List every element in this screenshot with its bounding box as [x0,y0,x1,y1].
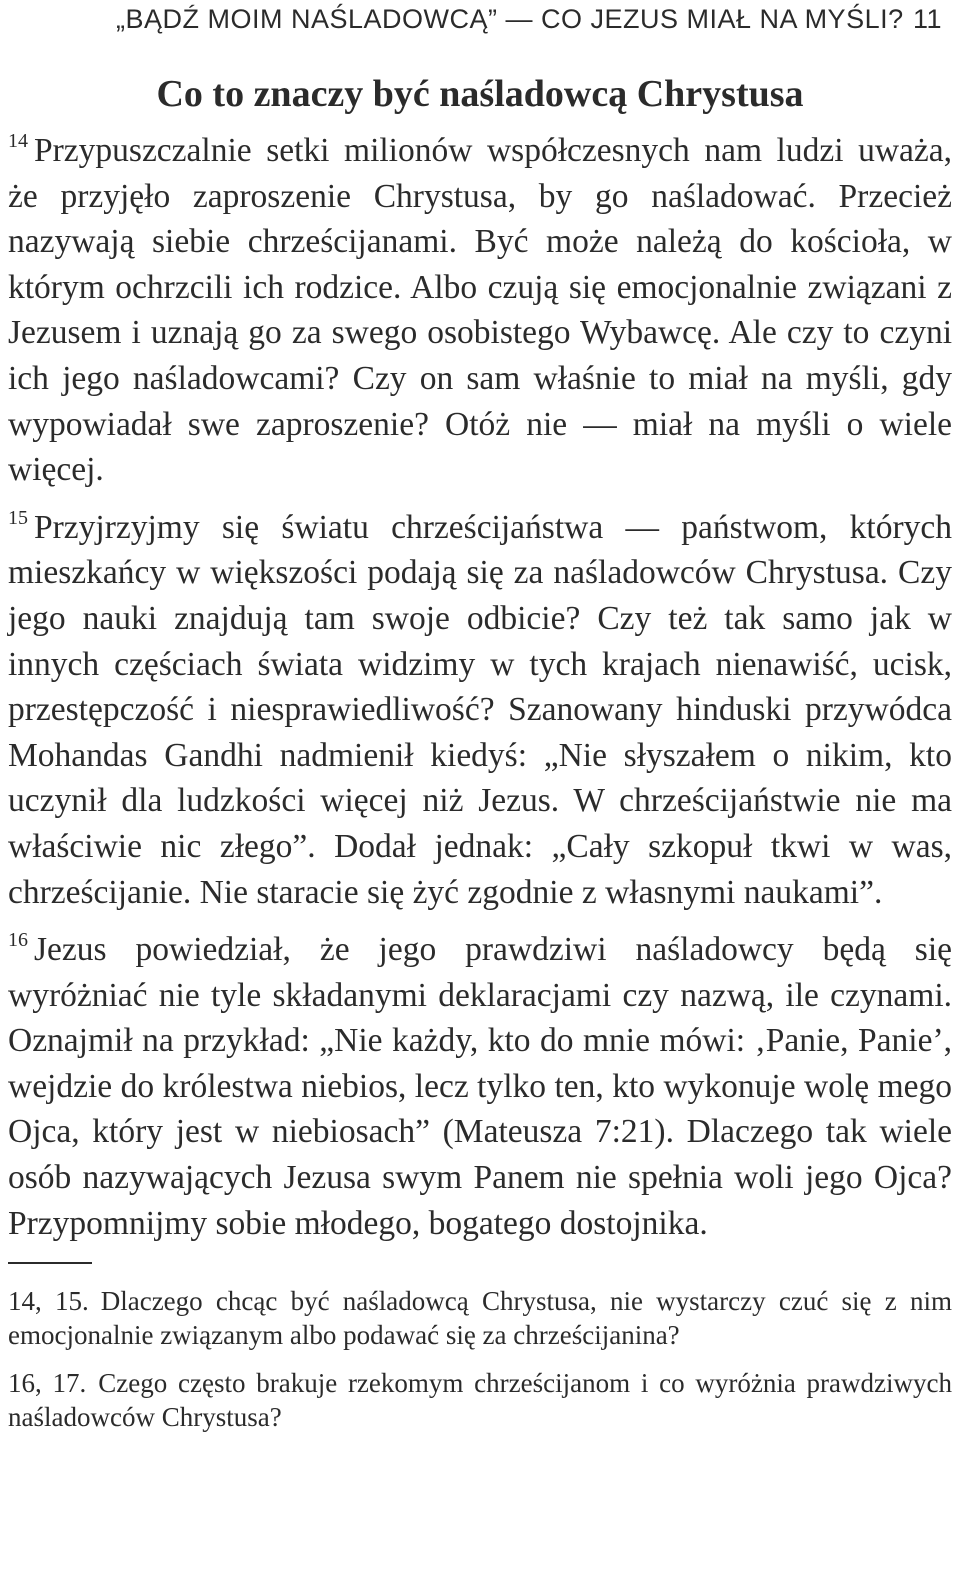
paragraph-14 [8,128,952,493]
question-text: Czego często brakuje rzekomym chrześcijanom i co wyróżnia prawdziwych naśladowców Chrystusa? [8,1368,953,1433]
page-number: 11 [912,4,942,34]
paragraph-text: Przypuszczalnie setki milionów współczesnych nam ludzi uważa, że przyjęło zaproszenie Chrystusa, by go naśladować. Przecież nazywają siebie chrześcijanami. Być może należą do kościoła, w którym ochrzcili ich rodzice. Albo czują się emocjonalnie związani z Jezusem i uznają go za swego osobistego Wybawcę. Ale czy to czyni ich jego naśladowcami? Czy on sam właśnie to miał na myśli, gdy wypowiadał swe zaproszenie? Otóż nie — miał na myśli o wiele więcej. [8,132,952,489]
running-header-title: „BĄDŹ MOIM NAŚLADOWCĄ” — CO JEZUS MIAŁ NA MYŚLI? [116,4,904,34]
book-page [8,0,952,1448]
paragraph-16 [8,927,952,1246]
question-reference: 16, 17. [8,1368,87,1399]
study-question-14-15 [8,1284,952,1352]
paragraph-number: 15 [8,506,28,529]
footnote-divider [8,1262,92,1264]
study-question-16-17 [8,1366,952,1434]
paragraph-text: Jezus powiedział, że jego prawdziwi naśladowcy będą się wyróżniać nie tyle składanymi deklaracjami czy nazwą, ile czynami. Oznajmił na przykład: „Nie każdy, kto do mnie mówi: ‚Panie, Panie’, wejdzie do królestwa niebios, lecz tylko ten, kto wykonuje wolę mego Ojca, który jest w niebiosach” (Mateusza 7:21). Dlaczego tak wiele osób nazywających Jezusa swym Panem nie spełnia woli jego Ojca? Przypomnijmy sobie młodego, bogatego dostojnika. [8,931,952,1242]
paragraph-text: Przyjrzyjmy się światu chrześcijaństwa — państwom, których mieszkańcy w większości podają się za naśladowców Chrystusa. Czy jego nauki znajdują tam swoje odbicie? Czy też tak samo jak w innych częściach świata widzimy w tych krajach nienawiść, ucisk, przestępczość i niesprawiedliwość? Szanowany hinduski przywódca Mohandas Gandhi nadmienił kiedyś: „Nie słyszałem o nikim, kto uczynił dla ludzkości więcej niż Jezus. W chrześcijaństwie nie ma właściwie nic złego”. Dodał jednak: „Cały szkopuł tkwi w was, chrześcijanie. Nie staracie się żyć zgodnie z własnymi naukami”. [8,508,952,911]
question-text: Dlaczego chcąc być naśladowcą Chrystusa, nie wystarczy czuć się z nim emocjonalnie związanym albo podawać się za chrześcijanina? [8,1286,952,1351]
section-title: Co to znaczy być naśladowcą Chrystusa [156,73,804,115]
paragraph-number: 14 [8,130,28,152]
paragraph-number: 16 [8,929,28,952]
running-header [8,0,952,48]
paragraph-15 [8,505,952,915]
question-reference: 14, 15. [8,1286,89,1317]
